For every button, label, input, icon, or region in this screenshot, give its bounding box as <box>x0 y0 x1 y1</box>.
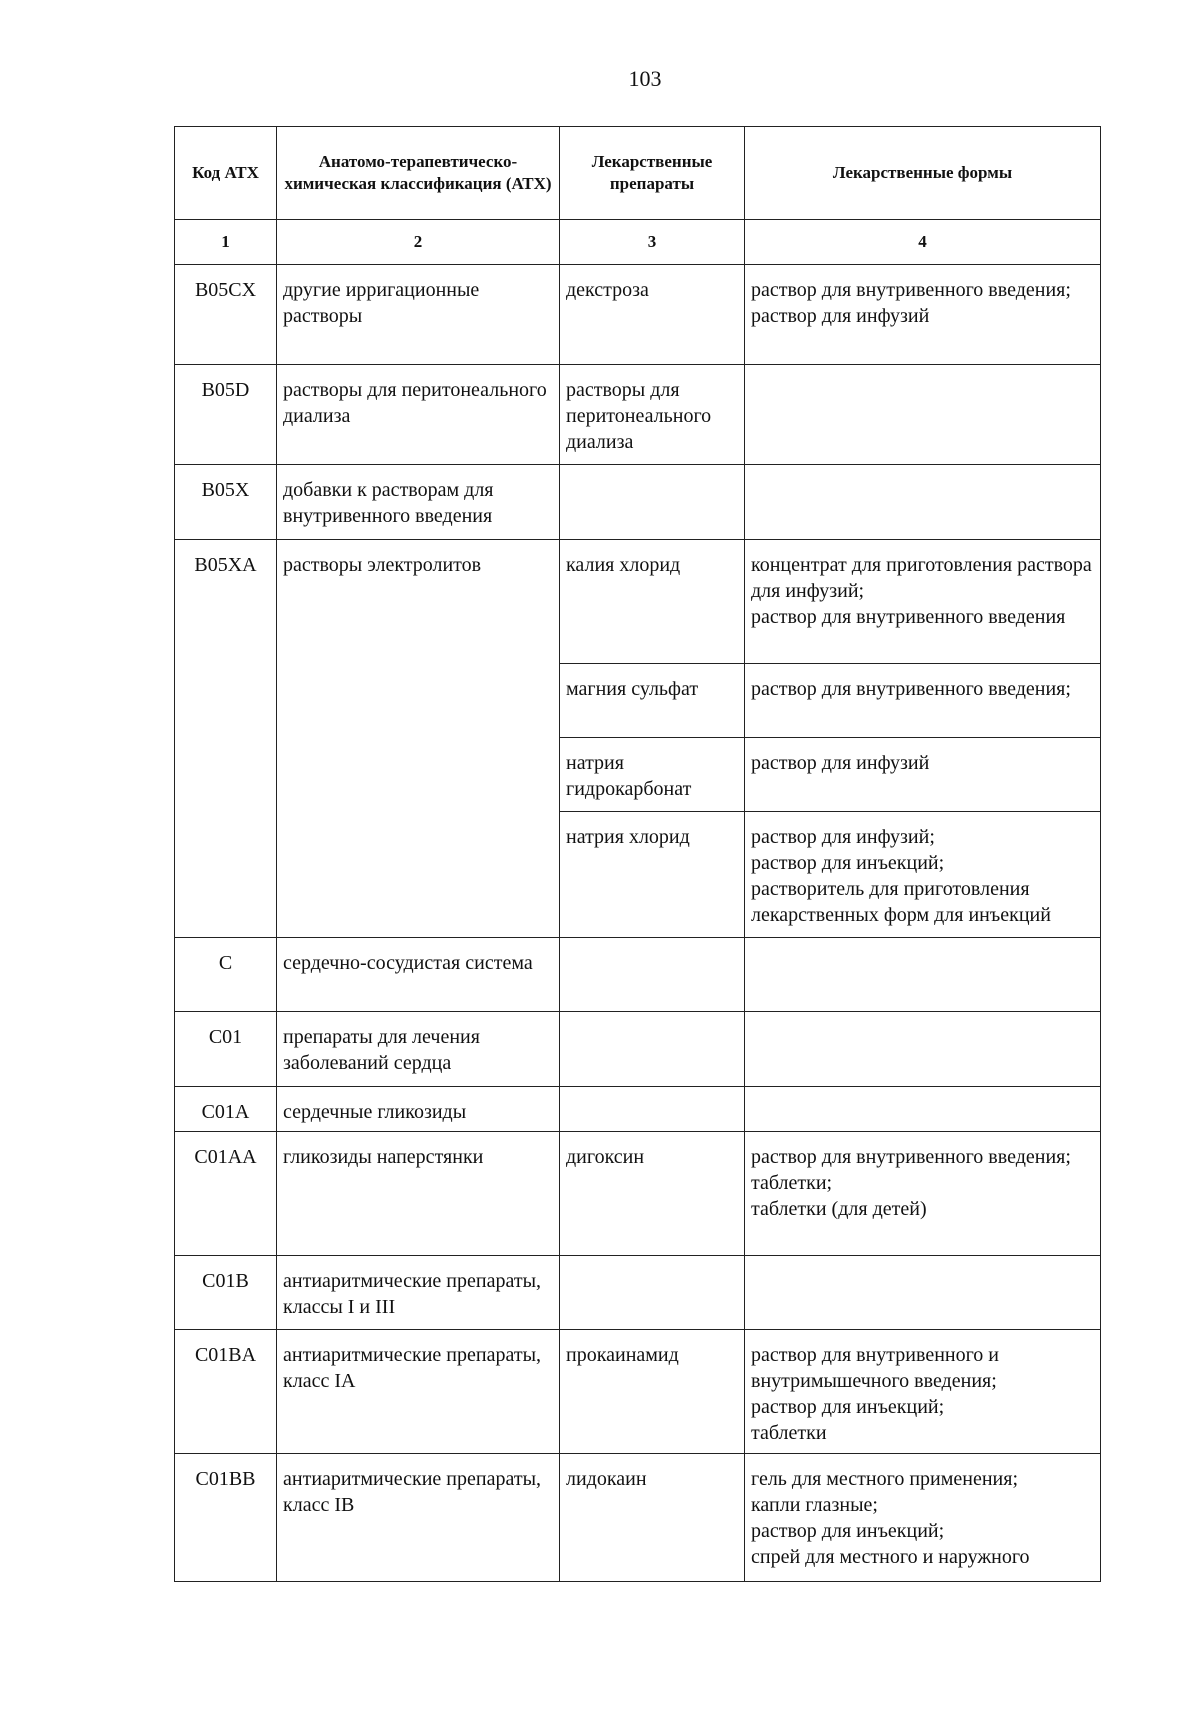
dosage-form: раствор для инфузий; <box>751 826 935 848</box>
drug-name: декстроза <box>560 265 745 365</box>
atc-code: B05XA <box>175 540 277 938</box>
drug-name: растворы для перитонеального диализа <box>560 365 745 465</box>
drug-forms <box>745 664 1101 738</box>
atc-code: C01AA <box>175 1132 277 1256</box>
drug-forms <box>745 1454 1101 1582</box>
table-row <box>175 1454 1101 1582</box>
atc-table <box>174 126 1101 1582</box>
drug-forms <box>745 465 1101 540</box>
atc-code: C01A <box>175 1087 277 1132</box>
dosage-form: капли глазные; <box>751 1494 878 1516</box>
drug-forms <box>745 938 1101 1012</box>
table-row <box>175 938 1101 1012</box>
table-row <box>175 365 1101 465</box>
atc-classification: антиаритмические препараты, класс IB <box>277 1454 560 1582</box>
atc-classification: гликозиды наперстянки <box>277 1132 560 1256</box>
dosage-form: раствор для внутривенного введения; <box>751 678 1071 700</box>
column-number: 1 <box>175 220 277 265</box>
drug-name: прокаинамид <box>560 1330 745 1454</box>
atc-classification: препараты для лечения заболеваний сердца <box>277 1012 560 1087</box>
header-code: Код АТХ <box>175 127 277 220</box>
drug-name: натрия гидрокарбонат <box>560 738 745 812</box>
table-row <box>175 465 1101 540</box>
atc-classification: сердечные гликозиды <box>277 1087 560 1132</box>
dosage-form: таблетки; <box>751 1172 833 1194</box>
drug-name: дигоксин <box>560 1132 745 1256</box>
page-number: 103 <box>628 66 662 91</box>
drug-name <box>560 1087 745 1132</box>
atc-classification: растворы электролитов <box>277 540 560 938</box>
header-forms: Лекарственные формы <box>745 127 1101 220</box>
dosage-form: раствор для внутривенного и внутримышечного введения; <box>751 1344 1000 1392</box>
atc-classification: сердечно-сосудистая система <box>277 938 560 1012</box>
drug-name <box>560 1256 745 1330</box>
table-row <box>175 265 1101 365</box>
drug-name <box>560 938 745 1012</box>
dosage-form: таблетки <box>751 1422 827 1444</box>
table-row <box>175 540 1101 664</box>
column-number-row <box>175 220 1101 265</box>
atc-code: C01BB <box>175 1454 277 1582</box>
atc-classification: другие ирригационные растворы <box>277 265 560 365</box>
drug-name: калия хлорид <box>560 540 745 664</box>
dosage-form: раствор для внутривенного введения <box>751 606 1066 628</box>
header-classification: Анатомо-терапевтическо-химическая классификация (АТХ) <box>277 127 560 220</box>
drug-forms <box>745 812 1101 938</box>
atc-classification: антиаритмические препараты, класс IA <box>277 1330 560 1454</box>
drug-forms <box>745 738 1101 812</box>
table-row <box>175 1012 1101 1087</box>
atc-code: B05CX <box>175 265 277 365</box>
drug-forms <box>745 1087 1101 1132</box>
table-row <box>175 1330 1101 1454</box>
drug-name: лидокаин <box>560 1454 745 1582</box>
dosage-form: концентрат для приготовления раствора для инфузий; <box>751 554 1092 602</box>
column-number: 4 <box>745 220 1101 265</box>
dosage-form: гель для местного применения; <box>751 1468 1019 1490</box>
atc-classification: антиаритмические препараты, классы I и III <box>277 1256 560 1330</box>
atc-code: C01 <box>175 1012 277 1087</box>
dosage-form: раствор для инъекций; <box>751 1520 945 1542</box>
drug-name: магния сульфат <box>560 664 745 738</box>
dosage-form: спрей для местного и наружного <box>751 1546 1030 1568</box>
dosage-form: раствор для инъекций; <box>751 1396 945 1418</box>
atc-classification: добавки к растворам для внутривенного введения <box>277 465 560 540</box>
drug-forms <box>745 1012 1101 1087</box>
table-row <box>175 1087 1101 1132</box>
dosage-form: раствор для инфузий <box>751 305 930 327</box>
table-header <box>175 127 1101 265</box>
drug-name <box>560 465 745 540</box>
atc-code: C <box>175 938 277 1012</box>
column-number: 2 <box>277 220 560 265</box>
dosage-form: таблетки (для детей) <box>751 1198 927 1220</box>
dosage-form: раствор для внутривенного введения; <box>751 279 1071 301</box>
dosage-form: раствор для внутривенного введения; <box>751 1146 1071 1168</box>
drug-forms <box>745 265 1101 365</box>
atc-code: B05D <box>175 365 277 465</box>
table-row <box>175 1256 1101 1330</box>
dosage-form: раствор для инфузий <box>751 752 930 774</box>
table-body <box>175 265 1101 1582</box>
dosage-form: растворитель для приготовления лекарственных форм для инъекций <box>751 878 1051 926</box>
atc-code: C01B <box>175 1256 277 1330</box>
drug-forms <box>745 1132 1101 1256</box>
column-number: 3 <box>560 220 745 265</box>
drug-forms <box>745 1330 1101 1454</box>
header-row <box>175 127 1101 220</box>
atc-classification: растворы для перитонеального диализа <box>277 365 560 465</box>
atc-code: B05X <box>175 465 277 540</box>
table-row <box>175 1132 1101 1256</box>
drug-name: натрия хлорид <box>560 812 745 938</box>
drug-name <box>560 1012 745 1087</box>
drug-forms <box>745 540 1101 664</box>
header-drugs: Лекарственные препараты <box>560 127 745 220</box>
drug-forms <box>745 1256 1101 1330</box>
atc-code: C01BA <box>175 1330 277 1454</box>
drug-forms <box>745 365 1101 465</box>
dosage-form: раствор для инъекций; <box>751 852 945 874</box>
